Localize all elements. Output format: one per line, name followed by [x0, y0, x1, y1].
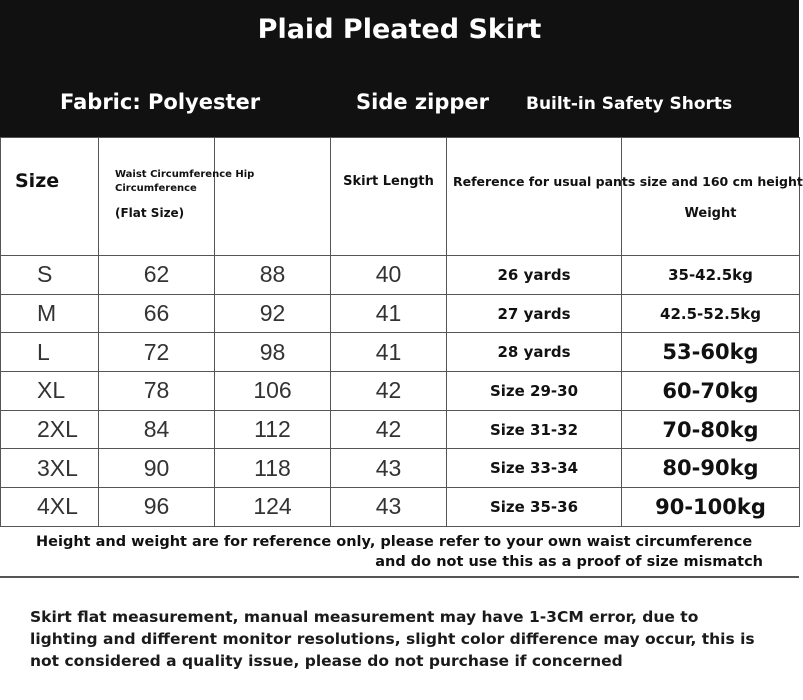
- cell-size: 4XL: [1, 488, 99, 527]
- size-chart-table: [0, 137, 803, 527]
- cell-length: 40: [331, 256, 447, 295]
- cell-waist: 62: [99, 256, 215, 295]
- feature-fabric: Fabric: Polyester: [60, 90, 261, 114]
- reference-note-line2: and do not use this as a proof of size mismatch: [375, 554, 763, 570]
- header-flat-size: (Flat Size): [115, 206, 185, 220]
- header-hip-blank: [215, 138, 331, 256]
- header-skirt-length: Skirt Length: [331, 138, 447, 256]
- cell-hip: 92: [215, 294, 331, 333]
- measurement-note: Skirt flat measurement, manual measurement may have 1-3CM error, due to lighting and different monitor resolutions, slight color difference may occur, this is not considered a quality issue, please do not purchase if concerned: [30, 608, 755, 670]
- cell-reference: Size 35-36: [447, 488, 622, 527]
- cell-size: 2XL: [1, 410, 99, 449]
- cell-hip: 112: [215, 410, 331, 449]
- cell-weight: 42.5-52.5kg: [622, 294, 800, 333]
- cell-reference: Size 29-30: [447, 372, 622, 411]
- cell-length: 41: [331, 333, 447, 372]
- reference-note: [0, 524, 799, 578]
- cell-reference: 26 yards: [447, 256, 622, 295]
- header-waist-hip-label: Waist Circumference Hip Circumference: [115, 169, 255, 194]
- cell-reference: 27 yards: [447, 294, 622, 333]
- cell-length: 43: [331, 488, 447, 527]
- cell-length: 42: [331, 372, 447, 411]
- cell-length: 43: [331, 449, 447, 488]
- header-waist-hip: [99, 138, 255, 256]
- cell-reference: Size 33-34: [447, 449, 622, 488]
- cell-waist: 96: [99, 488, 215, 527]
- cell-weight: 80-90kg: [622, 449, 800, 488]
- cell-length: 42: [331, 410, 447, 449]
- reference-note-line1: Height and weight are for reference only, please refer to your own waist circumference: [36, 534, 753, 550]
- table-row: [1, 449, 800, 488]
- table-row: [1, 256, 800, 295]
- table-row: [1, 488, 800, 527]
- cell-waist: 90: [99, 449, 215, 488]
- cell-length: 41: [331, 294, 447, 333]
- cell-hip: 106: [215, 372, 331, 411]
- cell-size: 3XL: [1, 449, 99, 488]
- cell-hip: 88: [215, 256, 331, 295]
- table-header-row: [1, 138, 800, 256]
- table-row: [1, 333, 800, 372]
- header-size: Size: [1, 138, 99, 256]
- header-banner: [0, 0, 799, 137]
- cell-reference: 28 yards: [447, 333, 622, 372]
- table-row: [1, 294, 800, 333]
- cell-waist: 66: [99, 294, 215, 333]
- feature-shorts: Built-in Safety Shorts: [526, 94, 733, 114]
- cell-size: XL: [1, 372, 99, 411]
- cell-weight: 35-42.5kg: [622, 256, 800, 295]
- cell-weight: 53-60kg: [622, 333, 800, 372]
- page-title: Plaid Pleated Skirt: [257, 14, 542, 45]
- cell-size: M: [1, 294, 99, 333]
- cell-weight: 90-100kg: [622, 488, 800, 527]
- table-row: [1, 410, 800, 449]
- cell-reference: Size 31-32: [447, 410, 622, 449]
- header-weight: Weight: [622, 138, 800, 256]
- cell-waist: 72: [99, 333, 215, 372]
- table-body: [1, 256, 800, 527]
- table-row: [1, 372, 800, 411]
- cell-hip: 98: [215, 333, 331, 372]
- header-reference-label: Reference for usual pants size and 160 cm height: [453, 174, 803, 189]
- cell-size: L: [1, 333, 99, 372]
- cell-hip: 118: [215, 449, 331, 488]
- cell-waist: 78: [99, 372, 215, 411]
- cell-size: S: [1, 256, 99, 295]
- cell-weight: 60-70kg: [622, 372, 800, 411]
- feature-zipper: Side zipper: [356, 90, 489, 114]
- cell-waist: 84: [99, 410, 215, 449]
- cell-weight: 70-80kg: [622, 410, 800, 449]
- cell-hip: 124: [215, 488, 331, 527]
